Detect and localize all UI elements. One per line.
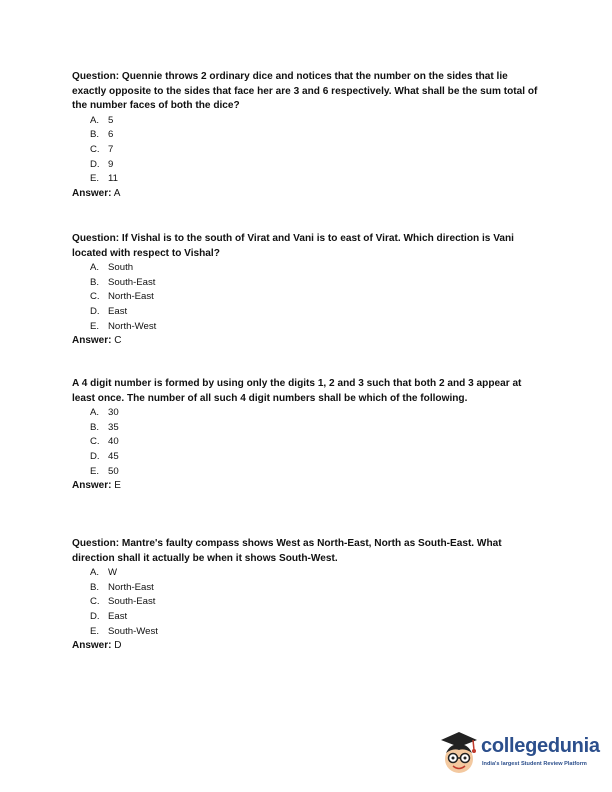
question-block-3 [72,377,542,494]
answer-line: Answer: A [72,187,121,199]
option-c: C. North-East [90,291,154,303]
question-text: A 4 digit number is formed by using only the digits 1, 2 and 3 such that both 2 and 3 appear at least once. The number of all such 4 digit numbers shall be which of the following. [72,378,522,404]
option-e: E. 11 [90,173,118,185]
option-a: A. South [90,262,134,274]
options-list [72,114,542,187]
option-c: C. 40 [90,436,119,448]
option-e: E. North-West [90,320,157,332]
option-b: B. North-East [90,581,154,593]
option-b: B. 35 [90,421,119,433]
question-text: Question: Quennie throws 2 ordinary dice and notices that the number on the sides that lie exactly opposite to the sides that face her are 3 and 6 respectively. What shall be the sum total of the number faces of both the dice? [72,71,538,112]
option-e: E. South-West [90,625,158,637]
mascot-icon [437,728,481,778]
options-list [72,566,542,639]
answer-line: Answer: E [72,480,121,492]
option-d: D. 9 [90,158,114,170]
answer-line: Answer: C [72,335,122,347]
question-block-2 [72,232,542,349]
answer-value: E [114,480,121,492]
option-d: D. 45 [90,450,119,462]
question-text: Question: Mantre's faulty compass shows West as North-East, North as South-East. What direction shall it actually be when it shows South-West. [72,538,502,564]
option-c: C. 7 [90,143,114,155]
option-a: A. 30 [90,407,119,419]
option-a: A. 5 [90,114,114,126]
question-text: Question: If Vishal is to the south of Virat and Vani is to east of Virat. Which direction is Vani located with respect to Vishal? [72,233,514,259]
options-list [72,261,542,334]
question-block-1 [72,70,542,201]
answer-line: Answer: D [72,640,122,652]
option-b: B. South-East [90,276,156,288]
option-a: A. W [90,567,118,579]
options-list [72,406,542,479]
collegedunia-logo [437,728,602,778]
option-d: D. East [90,610,128,622]
answer-value: D [114,640,122,652]
question-block-4 [72,537,542,654]
brand-name: collegedunia [481,735,600,757]
option-d: D. East [90,305,128,317]
answer-value: A [113,187,121,199]
option-b: B. 6 [90,129,114,141]
option-e: E. 50 [90,465,119,477]
option-c: C. South-East [90,596,156,608]
answer-value: C [114,335,122,347]
brand-tagline: India's largest Student Review Platform [482,761,587,767]
